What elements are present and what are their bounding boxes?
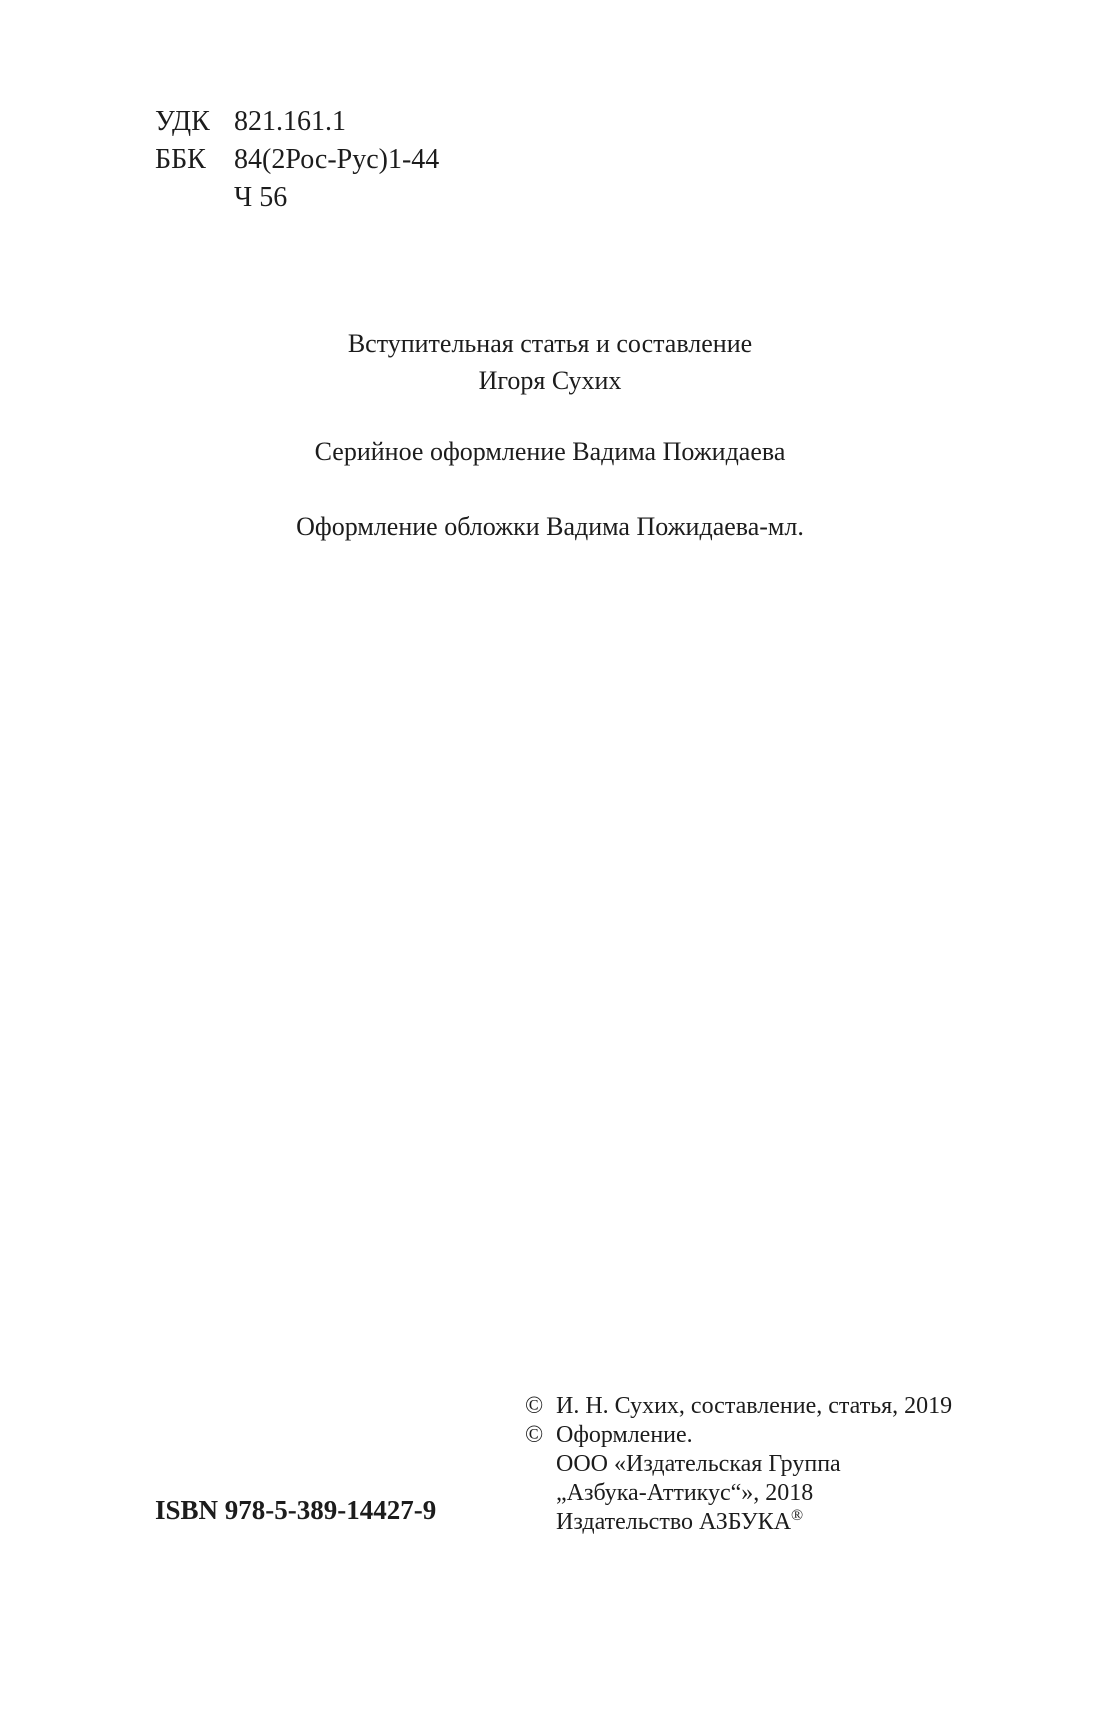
series-design-credit: Серийное оформление Вадима Пожидаева xyxy=(314,437,786,466)
bbk-row xyxy=(155,141,439,179)
publisher-name-line: ООО «Издательская Группа xyxy=(556,1451,841,1477)
copyright-row-author xyxy=(525,1392,952,1421)
copyright-block xyxy=(525,1392,952,1537)
author-mark-row xyxy=(155,179,439,217)
copyright-row-design xyxy=(525,1421,952,1450)
registered-trademark-icon: ® xyxy=(791,1507,804,1524)
bbk-code: 84(2Рос-Рус)1-44 xyxy=(234,144,440,175)
copyright-icon: © xyxy=(525,1422,544,1448)
copyright-author-text: И. Н. Сухих, составление, статья, 2019 xyxy=(556,1393,953,1419)
bbk-label: ББК xyxy=(155,144,206,175)
copyright-design-text: Оформление. xyxy=(556,1422,693,1448)
credits-block xyxy=(0,325,1100,545)
udc-label: УДК xyxy=(155,106,210,137)
publisher-imprint-line xyxy=(525,1508,952,1537)
publisher-name-line-2: „Азбука-Аттикус“», 2018 xyxy=(556,1480,814,1506)
publisher-imprint-text: Издательство АЗБУКА xyxy=(556,1509,792,1535)
author-mark-code: Ч 56 xyxy=(234,182,288,213)
cover-design-credit: Оформление обложки Вадима Пожидаева-мл. xyxy=(296,512,804,541)
udc-row xyxy=(155,103,439,141)
intro-credit-line: Вступительная статья и составление xyxy=(347,329,753,358)
author-mark-spacer xyxy=(155,179,234,217)
intro-credit-name: Игоря Сухих xyxy=(478,366,622,395)
classification-block xyxy=(155,103,439,217)
isbn-number: ISBN 978-5-389-14427-9 xyxy=(155,1495,437,1525)
copyright-icon: © xyxy=(525,1393,544,1419)
udc-code: 821.161.1 xyxy=(234,106,346,137)
